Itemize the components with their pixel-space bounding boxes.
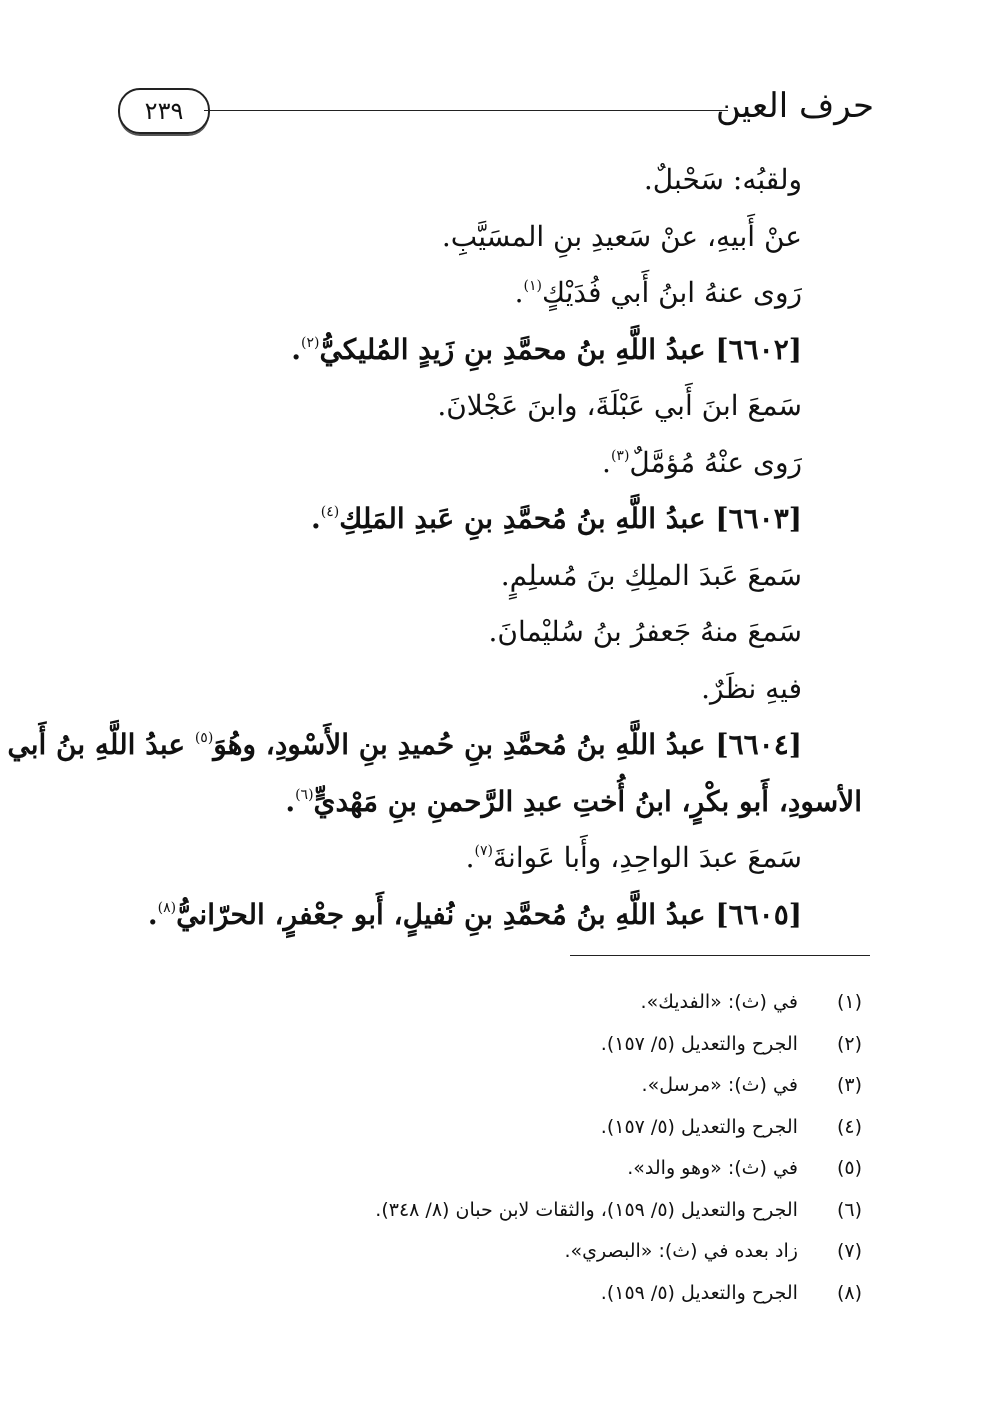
footnote-number: (٨) <box>836 1281 862 1304</box>
footnote-marker[interactable]: (٢) <box>300 334 320 351</box>
line-text: فيهِ نظَرٌ. <box>701 671 802 705</box>
footnote-number: (٦) <box>836 1198 862 1221</box>
footnote-text: في (ث): «مرسل». <box>641 1074 798 1096</box>
text-line <box>112 548 862 605</box>
footnote-text: في (ث): «وهو والد». <box>627 1157 798 1179</box>
entry-number: [٦٦٠٢] <box>715 332 802 366</box>
line-text: رَوى عنهُ ابنُ أَبي فُدَيْكٍ <box>542 276 802 309</box>
footnote-number: (٤) <box>836 1115 862 1138</box>
running-title: حرف العين <box>715 86 874 126</box>
footnote-marker[interactable]: (٦) <box>295 786 314 803</box>
footnote <box>120 1273 862 1315</box>
footnote-number: (٣) <box>836 1074 862 1096</box>
line-text: ولقبُه: سَحْبلٌ. <box>643 163 802 196</box>
footnote-text: زاد بعده في (ث): «البصري». <box>564 1240 798 1262</box>
footnote <box>120 1107 862 1149</box>
text-line <box>112 661 862 718</box>
text-line <box>112 378 862 435</box>
line-text: سَمعَ عبدَ الواحِدِ، وأَبا عَوانةَ <box>493 841 802 874</box>
footnote <box>120 1190 862 1232</box>
text-line <box>112 435 862 492</box>
footnote-marker[interactable]: (٥) <box>194 730 214 746</box>
footnote-number: (٧) <box>836 1240 862 1262</box>
line-text: رَوى عنْهُ مُؤمَّلٌ <box>629 445 802 479</box>
line-text: عبدُ اللَّهِ بنُ محمَّدِ بنِ زَيدٍ المُليكيُّ <box>319 332 706 366</box>
line-text: سَمعَ ابنَ أَبي عَبْلَةَ، وابنَ عَجْلانَ. <box>437 389 802 422</box>
footnote-number: (١) <box>836 991 862 1013</box>
footnote-marker[interactable]: (٤) <box>320 504 340 520</box>
line-text: سَمعَ عَبدَ الملِكِ بنَ مُسلِمٍ. <box>500 558 802 592</box>
line-text: عبدُ اللَّهِ بنُ مُحمَّدِ بنِ حُميدِ بنِ الأَسْودِ، وهُوَ <box>213 728 706 761</box>
page-header <box>112 84 874 144</box>
footnote <box>120 1148 862 1190</box>
footnote-marker[interactable]: (١) <box>523 278 542 294</box>
footnote-marker[interactable]: (٧) <box>474 843 494 859</box>
line-tail: عبدُ اللَّهِ بنُ أَبي <box>7 728 195 761</box>
line-text: سَمعَ منهُ جَعفرُ بنُ سُليْمانَ. <box>488 615 802 648</box>
line-text: عنْ أَبيهِ، عنْ سَعيدِ بنِ المسَيَّبِ. <box>441 219 802 253</box>
entry-heading <box>7 717 862 774</box>
line-tail: . <box>291 332 301 366</box>
footnote-rule <box>570 955 870 956</box>
footnote <box>120 1231 862 1273</box>
line-tail: . <box>311 502 321 535</box>
text-line <box>112 209 862 266</box>
line-text: عبدُ اللَّهِ بنُ مُحمَّدِ بنِ عَبدِ المَلِكِ <box>339 502 706 535</box>
line-tail: . <box>602 445 611 479</box>
footnote-text: الجرح والتعديل (٥/ ١٥٧). <box>600 1115 798 1138</box>
page-number: ٢٣٩ <box>144 97 184 125</box>
footnote-text: الجرح والتعديل (٥/ ١٥٩)، والثقات لابن حبان (٨/ ٣٤٨). <box>375 1198 798 1221</box>
text-line <box>112 265 862 322</box>
line-tail: . <box>285 784 296 818</box>
entry-number: [٦٦٠٥] <box>715 897 802 931</box>
footnote-text: في (ث): «الفديك». <box>640 991 798 1013</box>
line-text: عبدُ اللَّهِ بنُ مُحمَّدِ بنِ نُفيلٍ، أَبو جعْفرٍ، الحرّانيُّ <box>176 897 706 931</box>
footnote-number: (٢) <box>836 1032 862 1055</box>
entry-number: [٦٦٠٤] <box>715 728 802 761</box>
text-line <box>112 830 862 887</box>
entry-heading <box>112 491 862 548</box>
line-text: الأسودِ، أَبو بكْرٍ، ابنُ أُختِ عبدِ الرَّحمنِ بنِ مَهْديٍّ <box>313 784 862 818</box>
entry-heading <box>112 774 862 831</box>
footnote-marker[interactable]: (٨) <box>157 899 177 916</box>
footnote <box>120 982 862 1024</box>
text-line <box>112 152 862 209</box>
footnotes <box>120 982 862 1314</box>
footnote <box>120 1024 862 1066</box>
page-number-badge <box>118 88 210 134</box>
header-rule <box>204 110 728 111</box>
main-text <box>7 152 862 943</box>
footnote-text: الجرح والتعديل (٥/ ١٥٧). <box>600 1032 798 1055</box>
line-tail: . <box>147 897 158 931</box>
entry-heading <box>112 322 862 379</box>
footnote-text: الجرح والتعديل (٥/ ١٥٩). <box>600 1281 798 1304</box>
line-tail: . <box>465 841 475 874</box>
text-line <box>112 604 862 661</box>
line-tail: . <box>514 276 524 309</box>
footnote-marker[interactable]: (٣) <box>610 447 630 464</box>
footnote-number: (٥) <box>836 1157 862 1179</box>
footnote <box>120 1065 862 1107</box>
entry-heading <box>112 887 862 944</box>
entry-number: [٦٦٠٣] <box>715 502 802 535</box>
